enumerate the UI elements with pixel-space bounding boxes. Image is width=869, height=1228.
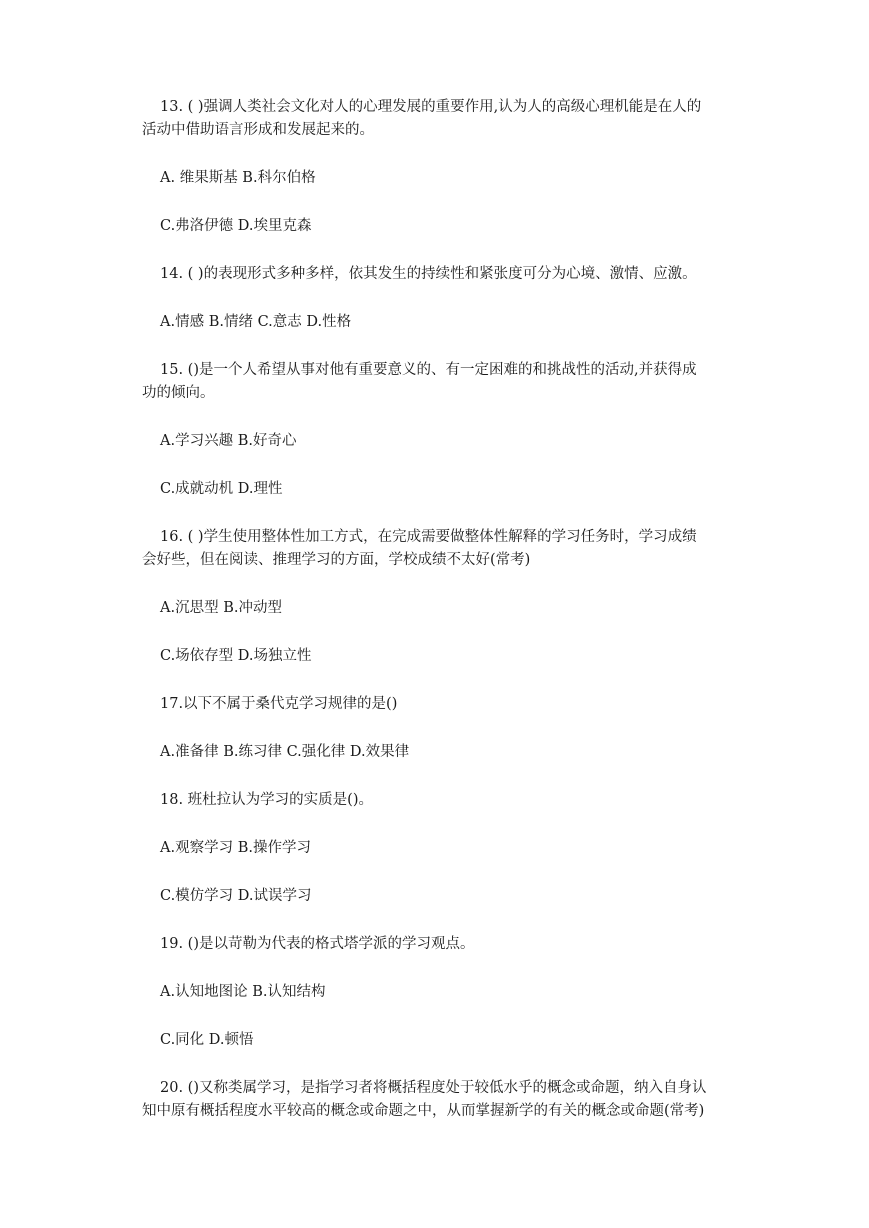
question-18-line-1: 18. 班杜拉认为学习的实质是()。 — [160, 792, 373, 808]
question-15-line-1: 15. ()是一个人希望从事对他有重要意义的、有一定困难的和挑战性的活动,并获得成 — [160, 362, 697, 378]
question-19-options-ab: A.认知地图论 B.认知结构 — [160, 984, 326, 1000]
question-20-line-1: 20. ()又称类属学习，是指学习者将概括程度处于较低水乎的概念或命题，纳入自身认 — [160, 1080, 707, 1096]
question-16-options-ab: A.沉思型 B.冲动型 — [160, 600, 282, 616]
question-16-options-cd: C.场依存型 D.场独立性 — [160, 648, 312, 664]
question-13-options-ab: A. 维果斯基 B.科尔伯格 — [160, 170, 316, 186]
question-15 — [142, 359, 731, 405]
question-14 — [160, 263, 731, 286]
question-14-options: A.情感 B.情绪 C.意志 D.性格 — [160, 314, 352, 330]
question-13 — [142, 96, 731, 142]
question-14-line-1: 14. ( )的表现形式多种多样，依其发生的持续性和紧张度可分为心境、激情、应激。 — [160, 266, 697, 282]
question-16-line-1: 16. ( )学生使用整体性加工方式，在完成需要做整体性解释的学习任务时，学习成绩 — [160, 529, 697, 545]
question-18-options-ab: A.观察学习 B.操作学习 — [160, 840, 311, 856]
question-17-options: A.准备律 B.练习律 C.强化律 D.效果律 — [160, 744, 410, 760]
question-13-line-1: 13. ( )强调人类社会文化对人的心理发展的重要作用,认为人的高级心理机能是在人的 — [160, 99, 702, 115]
question-15-options-cd: C.成就动机 D.理性 — [160, 481, 283, 497]
question-19-line-1: 19. ()是以苛勒为代表的格式塔学派的学习观点。 — [160, 936, 475, 952]
question-13-line-2: 活动中借助语言形成和发展起来的。 — [142, 122, 374, 138]
question-13-options-cd: C.弗洛伊德 D.埃里克森 — [160, 218, 312, 234]
question-20 — [142, 1077, 731, 1123]
question-18-options-cd: C.模仿学习 D.试误学习 — [160, 888, 312, 904]
question-15-line-2: 功的倾向。 — [142, 385, 215, 401]
question-20-line-2: 知中原有概括程度水平较高的概念或命题之中，从而掌握新学的有关的概念或命题(常考) — [142, 1103, 705, 1119]
question-17 — [160, 693, 731, 716]
question-15-options-ab: A.学习兴趣 B.好奇心 — [160, 433, 297, 449]
question-18 — [160, 789, 731, 812]
question-19 — [160, 933, 731, 956]
question-16 — [142, 526, 731, 572]
question-17-line-1: 17.以下不属于桑代克学习规律的是() — [160, 696, 398, 712]
question-19-options-cd: C.同化 D.顿悟 — [160, 1032, 254, 1048]
question-16-line-2: 会好些，但在阅读、推理学习的方面，学校成绩不太好(常考) — [142, 552, 531, 568]
